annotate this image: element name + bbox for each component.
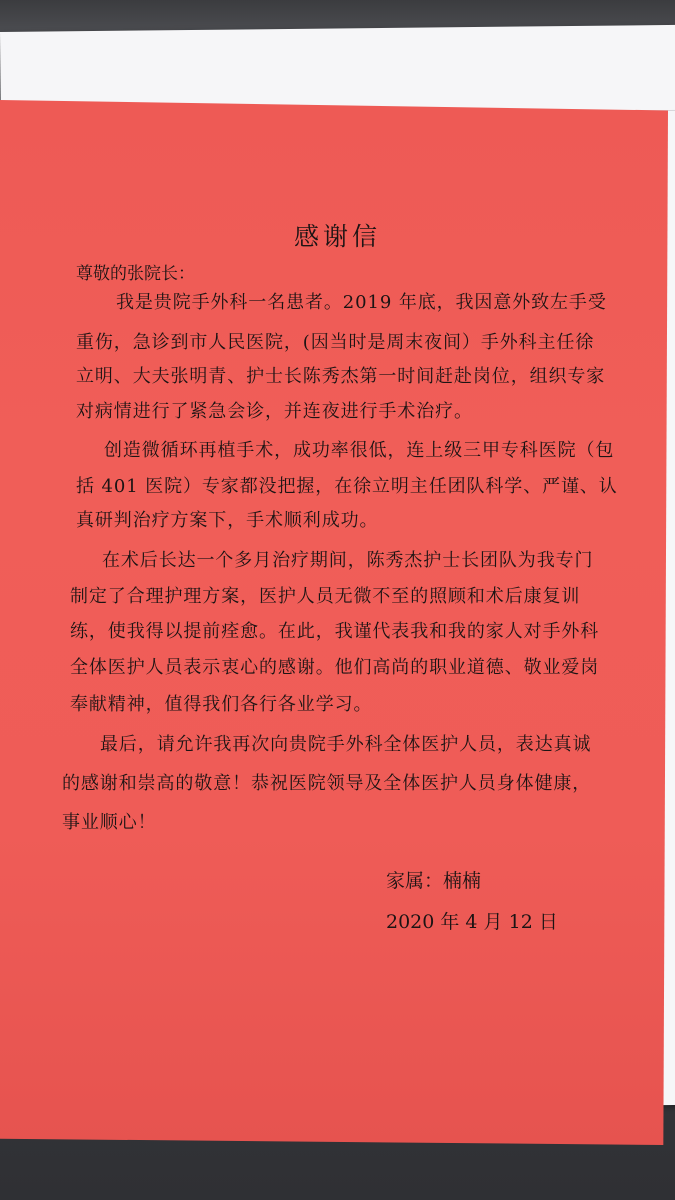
- paragraph-4-line-2: 的感谢和崇高的敬意！恭祝医院领导及全体医护人员身体健康，: [62, 773, 592, 794]
- paragraph-1-line-3: 立明、大夫张明青、护士长陈秀杰第一时间赶赴岗位，组织专家: [76, 366, 606, 387]
- paragraph-1-line-4: 对病情进行了紧急会诊，并连夜进行手术治疗。: [76, 401, 473, 422]
- letter-title: 感谢信: [293, 222, 381, 251]
- paragraph-1-line-1: 我是贵院手外科一名患者。2019 年底，我因意外致左手受: [116, 292, 607, 313]
- paragraph-3-line-1: 在术后长达一个多月治疗期间，陈秀杰护士长团队为我专门: [102, 550, 594, 571]
- paragraph-4-line-3: 事业顺心！: [62, 812, 157, 833]
- paragraph-3-line-3: 练，使我得以提前痊愈。在此，我谨代表我和我的家人对手外科: [70, 621, 600, 642]
- paragraph-2-line-2: 括 401 医院）专家都没把握，在徐立明主任团队科学、严谨、认: [76, 476, 618, 497]
- letter-salutation: 尊敬的张院长：: [76, 264, 195, 284]
- paragraph-1-line-2: 重伤，急诊到市人民医院，(因当时是周末夜间）手外科主任徐: [76, 332, 595, 353]
- paragraph-3-line-4: 全体医护人员表示衷心的感谢。他们高尚的职业道德、敬业爱岗: [70, 657, 600, 678]
- paragraph-2-line-1: 创造微循环再植手术，成功率很低，连上级三甲专科医院（包: [104, 440, 615, 461]
- paragraph-3-line-5: 奉献精神，值得我们各行各业学习。: [70, 694, 373, 715]
- paragraph-4-line-1: 最后，请允许我再次向贵院手外科全体医护人员，表达真诚: [100, 734, 592, 755]
- letter-signature: 家属：楠楠: [386, 870, 482, 892]
- paragraph-2-line-3: 真研判治疗方案下，手术顺利成功。: [76, 510, 379, 531]
- paragraph-3-line-2: 制定了合理护理方案，医护人员无微不至的照顾和术后康复训: [70, 586, 581, 607]
- letter-date: 2020 年 4 月 12 日: [386, 911, 558, 933]
